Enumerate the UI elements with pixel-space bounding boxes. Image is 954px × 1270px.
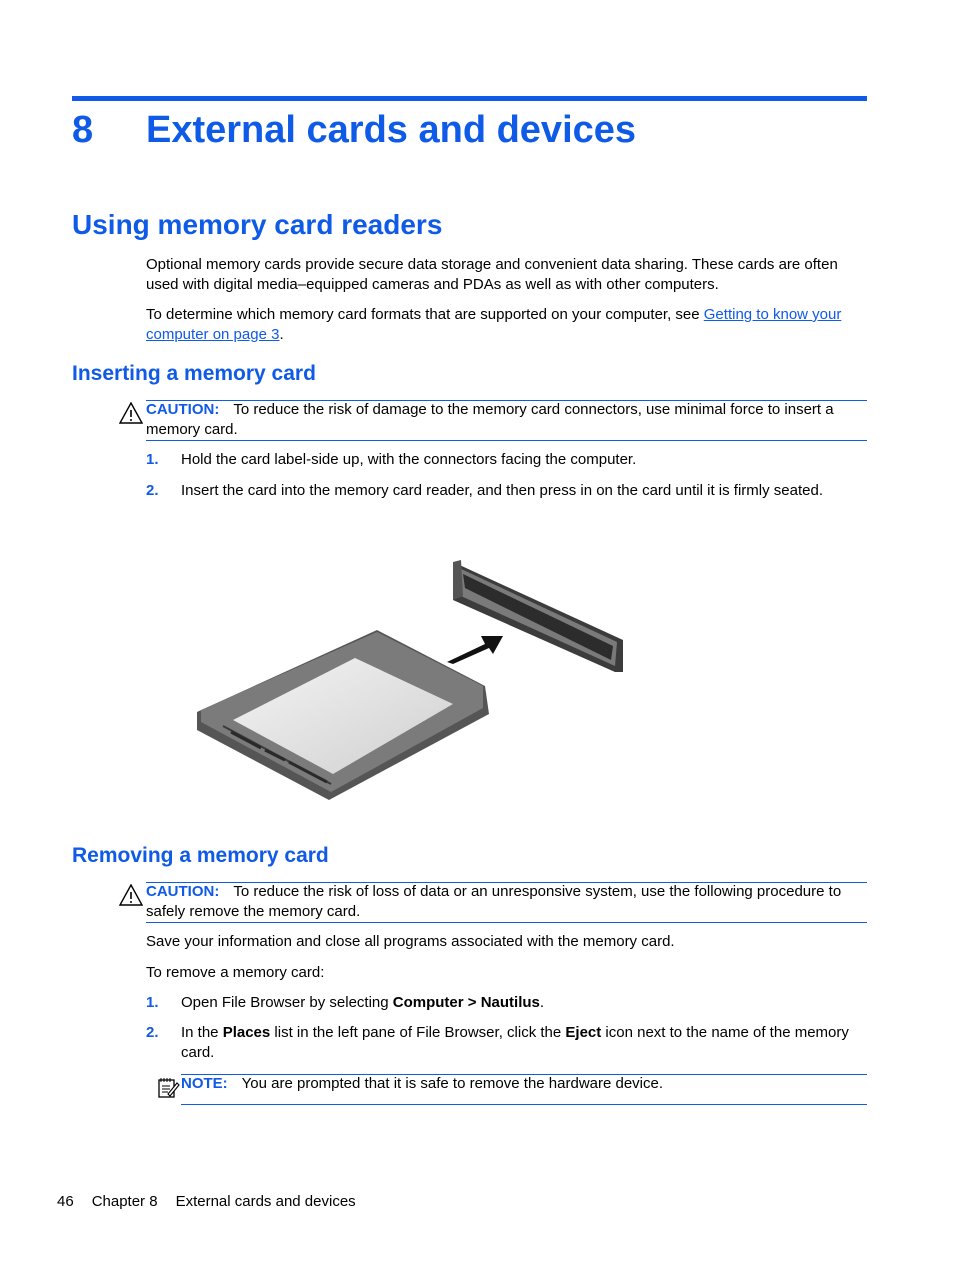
step-number: 2.	[146, 1024, 159, 1041]
inserting-caution	[146, 400, 867, 439]
warning-triangle-icon	[119, 884, 143, 906]
eject-term: Eject	[565, 1024, 602, 1041]
step-text	[181, 993, 867, 1013]
note-pad-icon	[156, 1076, 180, 1100]
section-title: Using memory card readers	[72, 209, 443, 240]
step-text: Insert the card into the memory card reader, and then press in on the card until it is firmly seated.	[181, 482, 823, 499]
chapter-rule	[72, 96, 867, 101]
menu-path: Computer > Nautilus	[392, 994, 540, 1011]
sd-card-icon	[197, 630, 489, 800]
step-text	[181, 1023, 867, 1062]
remove-intro: To remove a memory card:	[146, 964, 325, 981]
chapter-number: 8	[72, 109, 94, 151]
formats-text: To determine which memory card formats that are supported on your computer, see	[146, 306, 704, 323]
warning-triangle-icon	[119, 402, 143, 424]
card-reader-slot-icon	[453, 560, 623, 672]
caution-label: CAUTION:	[146, 883, 220, 900]
inserting-title: Inserting a memory card	[72, 362, 316, 385]
caution-text: To reduce the risk of loss of data or an unresponsive system, use the following procedure to safely remove the memory card.	[146, 883, 842, 920]
step-text: Hold the card label-side up, with the connectors facing the computer.	[181, 451, 637, 468]
footer-title: External cards and devices	[175, 1193, 356, 1210]
page-number: 46	[57, 1193, 74, 1210]
footer-chapter: Chapter 8	[91, 1193, 158, 1210]
note	[181, 1074, 867, 1094]
formats-paragraph	[146, 305, 867, 344]
caution-rule-bottom	[146, 922, 867, 923]
step-text-part: Open File Browser by selecting	[181, 994, 393, 1011]
step-number: 1.	[146, 451, 159, 468]
caution-label: CAUTION:	[146, 401, 220, 418]
note-rule-bottom	[181, 1104, 867, 1105]
removing-title: Removing a memory card	[72, 844, 329, 867]
step-text-part: In the	[181, 1024, 223, 1041]
step-number: 2.	[146, 482, 159, 499]
memory-card-illustration	[195, 560, 627, 805]
note-label: NOTE:	[181, 1075, 228, 1092]
removing-caution	[146, 882, 867, 921]
page-footer	[57, 1192, 356, 1212]
caution-text: To reduce the risk of damage to the memory card connectors, use minimal force to insert a memory card.	[146, 401, 834, 438]
insert-arrow-icon	[447, 636, 503, 664]
intro-paragraph: Optional memory cards provide secure data storage and convenient data sharing. These cards are often used with digital media–equipped cameras and PDAs as well as with other computers.	[146, 256, 838, 293]
formats-suffix: .	[279, 325, 284, 343]
note-text: You are prompted that it is safe to remove the hardware device.	[241, 1075, 664, 1092]
save-paragraph: Save your information and close all programs associated with the memory card.	[146, 933, 675, 950]
chapter-title: External cards and devices	[146, 109, 637, 151]
step-number: 1.	[146, 994, 159, 1011]
places-term: Places	[222, 1024, 271, 1041]
caution-rule-bottom	[146, 440, 867, 441]
step-text-part: list in the left pane of File Browser, click the	[270, 1024, 566, 1041]
step-text-part: .	[539, 994, 545, 1011]
step-text-part: icon next to the name of the memory card.	[181, 1024, 849, 1061]
getting-to-know-link[interactable]: Getting to know your computer on page 3	[146, 306, 842, 343]
